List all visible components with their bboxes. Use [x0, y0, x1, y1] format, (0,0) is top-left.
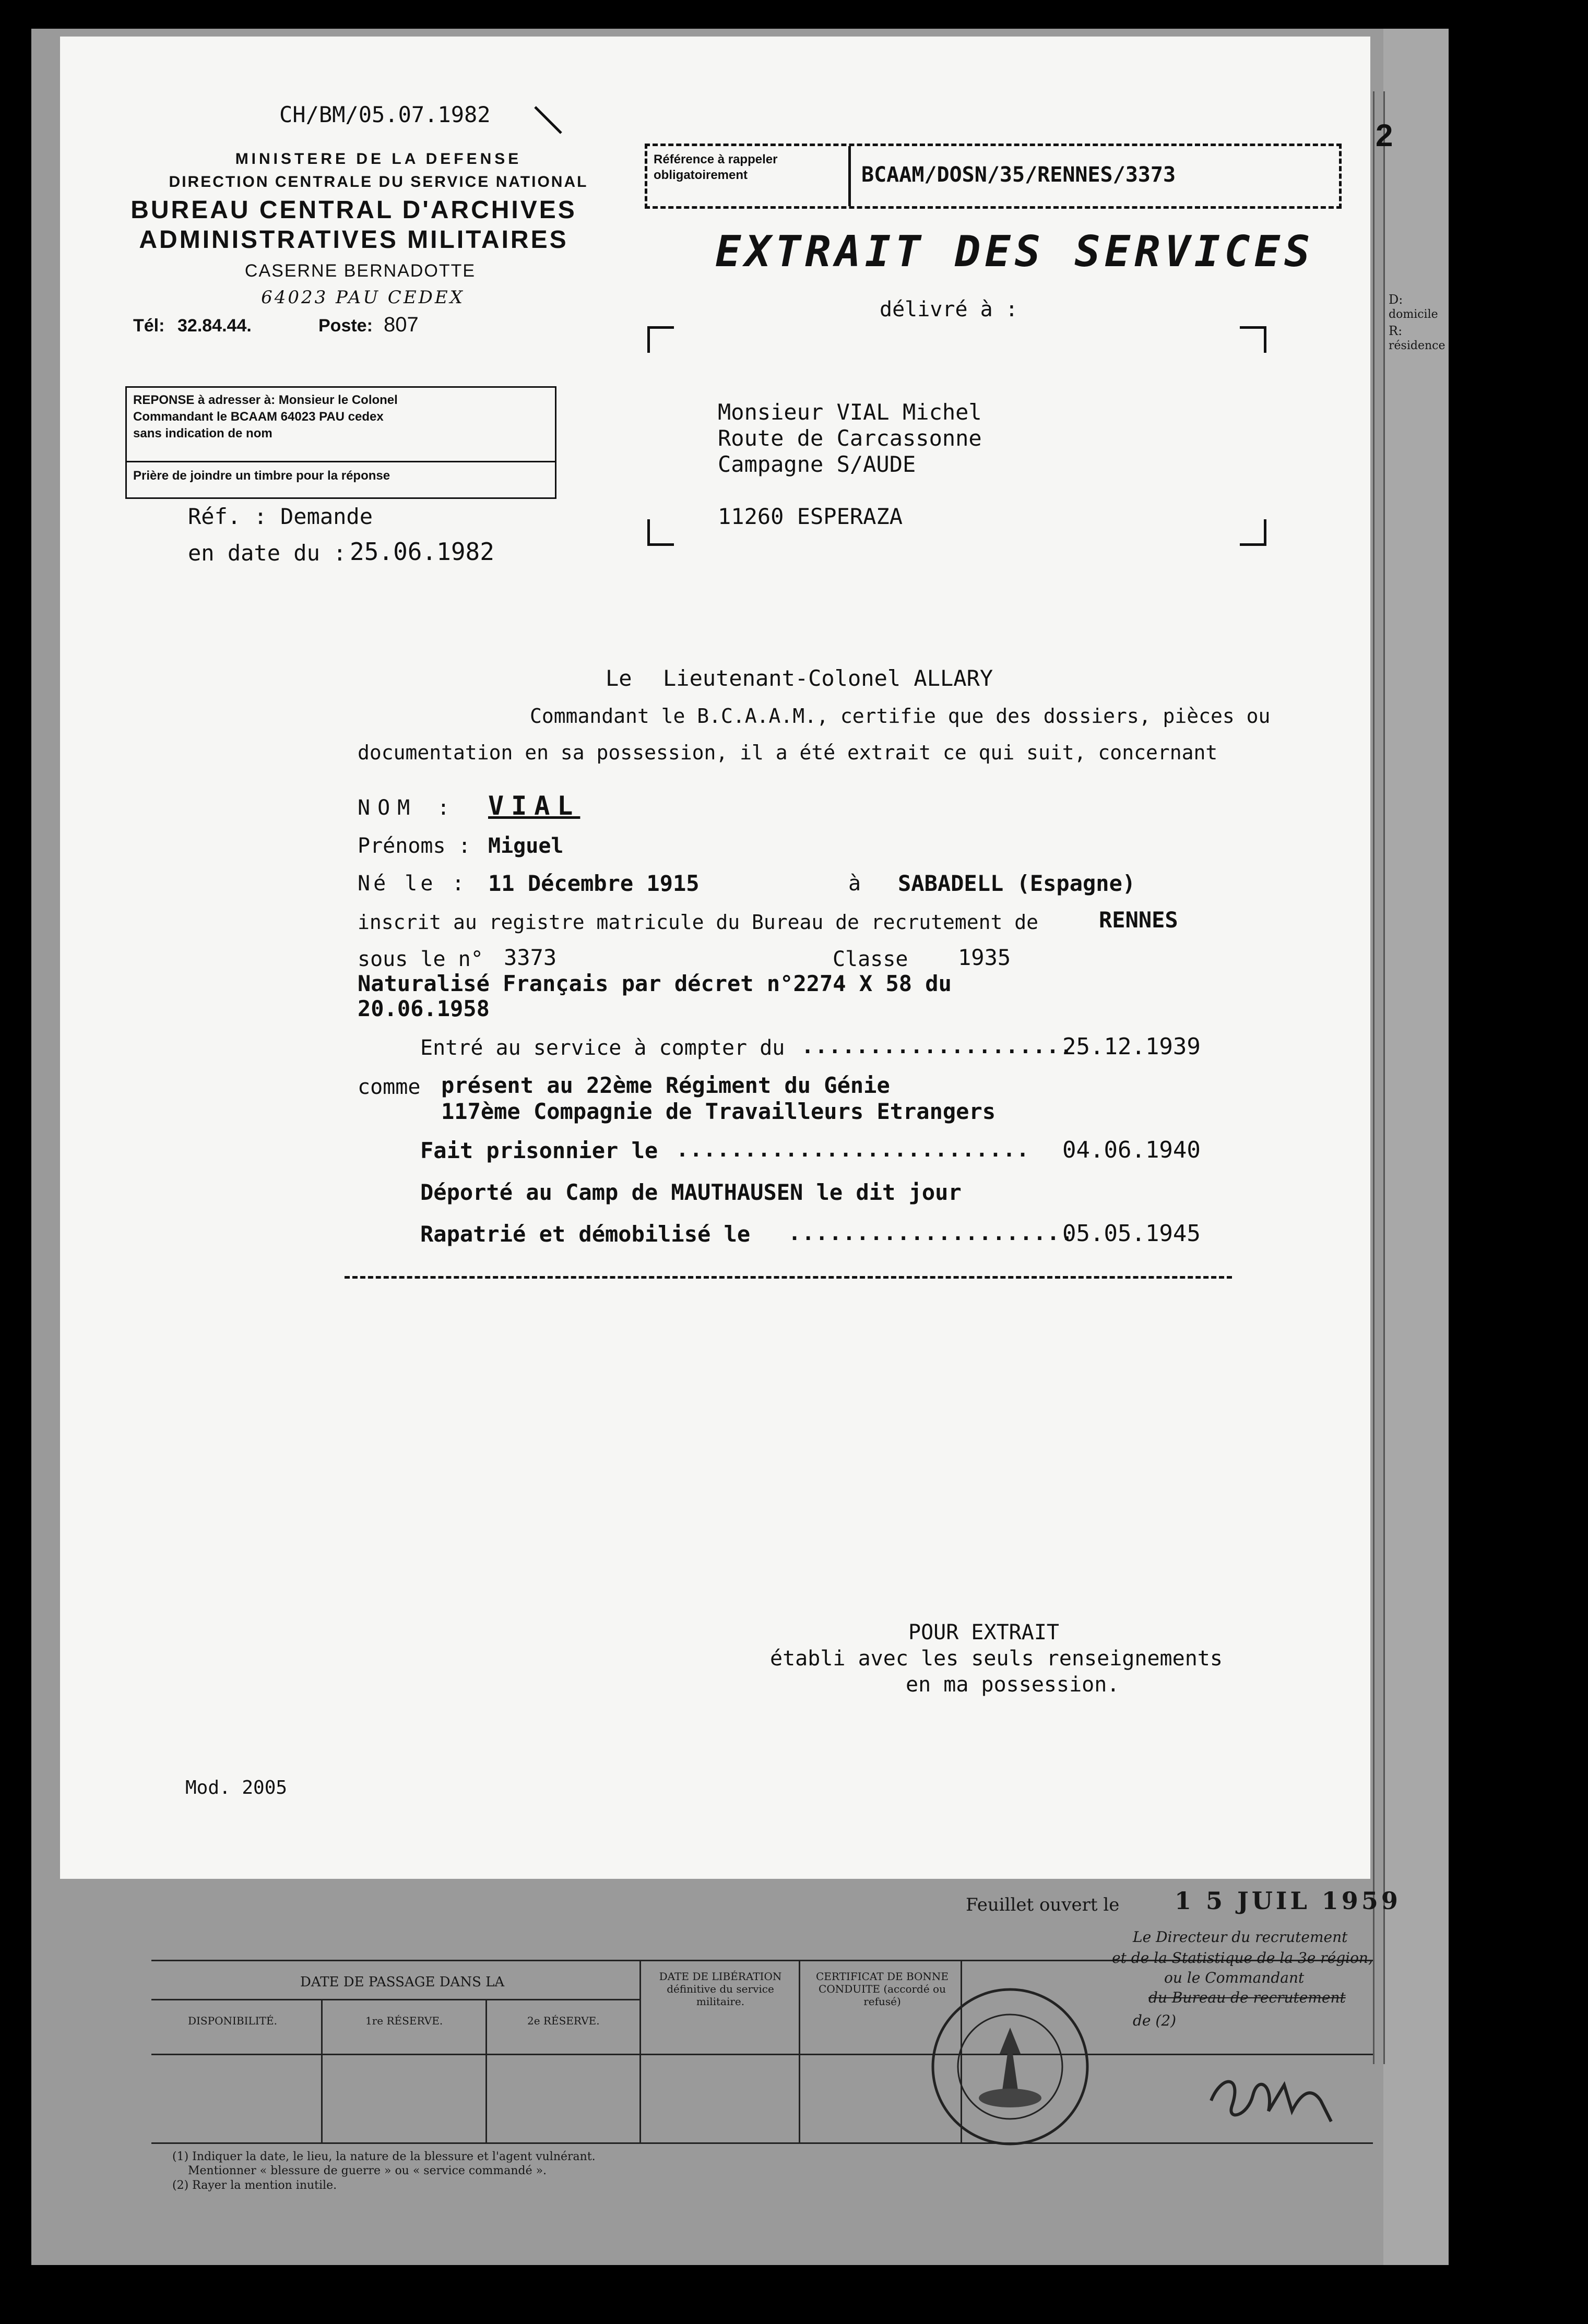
address-corner-tr — [1240, 326, 1266, 353]
birth-date: 11 Décembre 1915 — [488, 871, 700, 896]
table-sub-line — [151, 1999, 639, 2000]
footnote-1: (1) Indiquer la date, le lieu, la nature de la blessure et l'agent vulnérant. — [172, 2150, 596, 2163]
document-title: EXTRAIT DES SERVICES — [715, 227, 1314, 277]
directeur-line1: Le Directeur du recrutement — [1133, 1928, 1348, 1946]
tel-label: Tél: — [133, 316, 165, 336]
birth-a-label: à — [848, 872, 861, 896]
registre-text: inscrit au registre matricule du Bureau de recrutement de — [358, 911, 1039, 934]
recipient-address1: Route de Carcassonne — [718, 425, 982, 451]
cert-officer: Lieutenant-Colonel ALLARY — [663, 665, 993, 691]
request-date: 25.06.1982 — [350, 538, 494, 566]
reference-box-divider — [848, 146, 851, 206]
address-corner-bl — [647, 519, 674, 546]
cert-line2: documentation en sa possession, il a été extrait ce qui suit, concernant — [358, 741, 1218, 764]
recipient-address2: Campagne S/AUDE — [718, 451, 916, 477]
directeur-line2: et de la Statistique de la 3e région, — [1112, 1949, 1373, 1967]
reply-box — [125, 386, 556, 499]
date-passage-header: DATE DE PASSAGE DANS LA — [300, 1974, 505, 1990]
closing-line1: POUR EXTRAIT — [908, 1620, 1059, 1644]
entre-dots: .................... — [801, 1034, 1074, 1058]
reference-label-line1: Référence à rappeler — [654, 152, 778, 166]
table-col-line — [321, 1999, 323, 2142]
directeur-line3: ou le Commandant — [1164, 1969, 1305, 1986]
request-date-label: en date du : — [188, 540, 347, 566]
rapatrie-label: Rapatrié et démobilisé le — [420, 1221, 751, 1247]
reference-label-line2: obligatoirement — [654, 168, 748, 182]
address-corner-br — [1240, 519, 1266, 546]
reply-line3: sans indication de nom — [133, 426, 272, 440]
closing-line3: en ma possession. — [906, 1673, 1120, 1697]
ministry: MINISTERE DE LA DEFENSE — [235, 150, 522, 168]
stamp-icon — [929, 1986, 1091, 2148]
reference-value: BCAAM/DOSN/35/RENNES/3373 — [861, 163, 1176, 187]
ref-code: CH/BM/05.07.1982 — [279, 102, 491, 127]
table-col-line — [799, 1960, 800, 2142]
signature-icon — [1201, 2064, 1357, 2132]
request-ref: Réf. : Demande — [188, 504, 373, 529]
col-certificat: CERTIFICAT DE BONNE CONDUITE (accordé ou refusé) — [815, 1970, 949, 2008]
back-form-divider-2 — [1373, 91, 1374, 2064]
entre-label: Entré au service à compter du — [420, 1036, 785, 1060]
table-bottom-line — [151, 2054, 1373, 2055]
poste-number: 807 — [384, 313, 419, 336]
feuillet-date: 1 5 JUIL 1959 — [1175, 1887, 1401, 1915]
col-reserve2: 2e RÉSERVE. — [527, 2015, 600, 2027]
directeur-line5: de (2) — [1133, 2012, 1177, 2029]
recruitment-stamp — [929, 1986, 1091, 2148]
recipient-name: Monsieur VIAL Michel — [718, 399, 982, 425]
prisonnier-dots: .......................... — [676, 1138, 1030, 1162]
city: 64023 PAU CEDEX — [261, 287, 465, 308]
nom-label: NOM : — [358, 796, 457, 820]
side-label-d: D: — [1389, 292, 1403, 307]
back-form-right-strip — [1383, 29, 1449, 2265]
classe-value: 1935 — [958, 945, 1011, 970]
poste-label: Poste: — [318, 316, 373, 336]
ne-label: Né le : — [358, 872, 468, 896]
delivered-to: délivré à : — [880, 297, 1018, 321]
rapatrie-dots: ..................... — [788, 1221, 1074, 1245]
model-number: Mod. 2005 — [185, 1777, 288, 1798]
caserne: CASERNE BERNADOTTE — [244, 261, 476, 281]
back-form-divider — [1383, 91, 1385, 2064]
side-label-residence: résidence — [1389, 339, 1445, 352]
direction: DIRECTION CENTRALE DU SERVICE NATIONAL — [169, 173, 588, 190]
cert-le: Le — [606, 665, 632, 691]
recipient-postal: 11260 ESPERAZA — [718, 504, 903, 529]
bureau-value: RENNES — [1099, 907, 1178, 933]
separator-line — [345, 1276, 1232, 1279]
side-label-domicile: domicile — [1389, 308, 1438, 321]
closing-line2: établi avec les seuls renseignements — [770, 1647, 1223, 1671]
prisonnier-date: 04.06.1940 — [1062, 1137, 1201, 1163]
extrait-document — [60, 37, 1393, 1879]
prisonnier-label: Fait prisonnier le — [420, 1138, 658, 1163]
col-reserve1: 1re RÉSERVE. — [365, 2015, 443, 2027]
footnote-line — [151, 2142, 1373, 2144]
tel-number: 32.84.44. — [177, 316, 252, 336]
page-number: 2 — [1376, 118, 1393, 153]
prenoms-value: Miguel — [488, 834, 564, 858]
footnote-1b: Mentionner « blessure de guerre » ou « service commandé ». — [188, 2164, 547, 2177]
reference-box — [645, 144, 1342, 209]
sous-label: sous le n° — [358, 947, 483, 971]
table-col-line — [485, 1999, 487, 2142]
naturalise-line1: Naturalisé Français par décret n°2274 X 58 du — [358, 971, 952, 996]
birth-place: SABADELL (Espagne) — [898, 871, 1136, 896]
present-line1: présent au 22ème Régiment du Génie — [441, 1072, 890, 1098]
address-corner-tl — [647, 326, 674, 353]
col-disponibilite: DISPONIBILITÉ. — [188, 2015, 277, 2027]
slash-mark — [532, 104, 564, 136]
numero-value: 3373 — [504, 945, 557, 970]
reply-line2: Commandant le BCAAM 64023 PAU cedex — [133, 410, 384, 424]
col-date-liberation: DATE DE LIBÉRATION définitive du service militaire. — [659, 1970, 782, 2008]
rapatrie-date: 05.05.1945 — [1062, 1220, 1201, 1247]
bureau-line2: ADMINISTRATIVES MILITAIRES — [139, 226, 568, 254]
classe-label: Classe — [833, 947, 908, 971]
deporte-line: Déporté au Camp de MAUTHAUSEN le dit jour — [420, 1179, 962, 1205]
nom-value: VIAL — [488, 791, 580, 821]
entre-date: 25.12.1939 — [1062, 1033, 1201, 1060]
side-label-r: R: — [1389, 324, 1403, 338]
table-col-line — [639, 1960, 641, 2142]
director-signature — [1201, 2064, 1357, 2132]
bureau-line1: BUREAU CENTRAL D'ARCHIVES — [131, 196, 577, 224]
reply-box-divider — [127, 461, 555, 462]
naturalise-line2: 20.06.1958 — [358, 996, 490, 1021]
reply-note: Prière de joindre un timbre pour la réponse — [133, 469, 390, 483]
prenoms-label: Prénoms : — [358, 834, 471, 858]
comme-label: comme — [358, 1075, 421, 1099]
cert-line1: Commandant le B.C.A.A.M., certifie que des dossiers, pièces ou — [530, 705, 1271, 728]
footnote-2: (2) Rayer la mention inutile. — [172, 2179, 337, 2192]
directeur-line4: du Bureau de recrutement — [1148, 1989, 1346, 2006]
reply-line1: REPONSE à adresser à: Monsieur le Colonel — [133, 393, 398, 407]
present-line2: 117ème Compagnie de Travailleurs Etrangers — [441, 1099, 996, 1124]
feuillet-label: Feuillet ouvert le — [966, 1894, 1120, 1915]
